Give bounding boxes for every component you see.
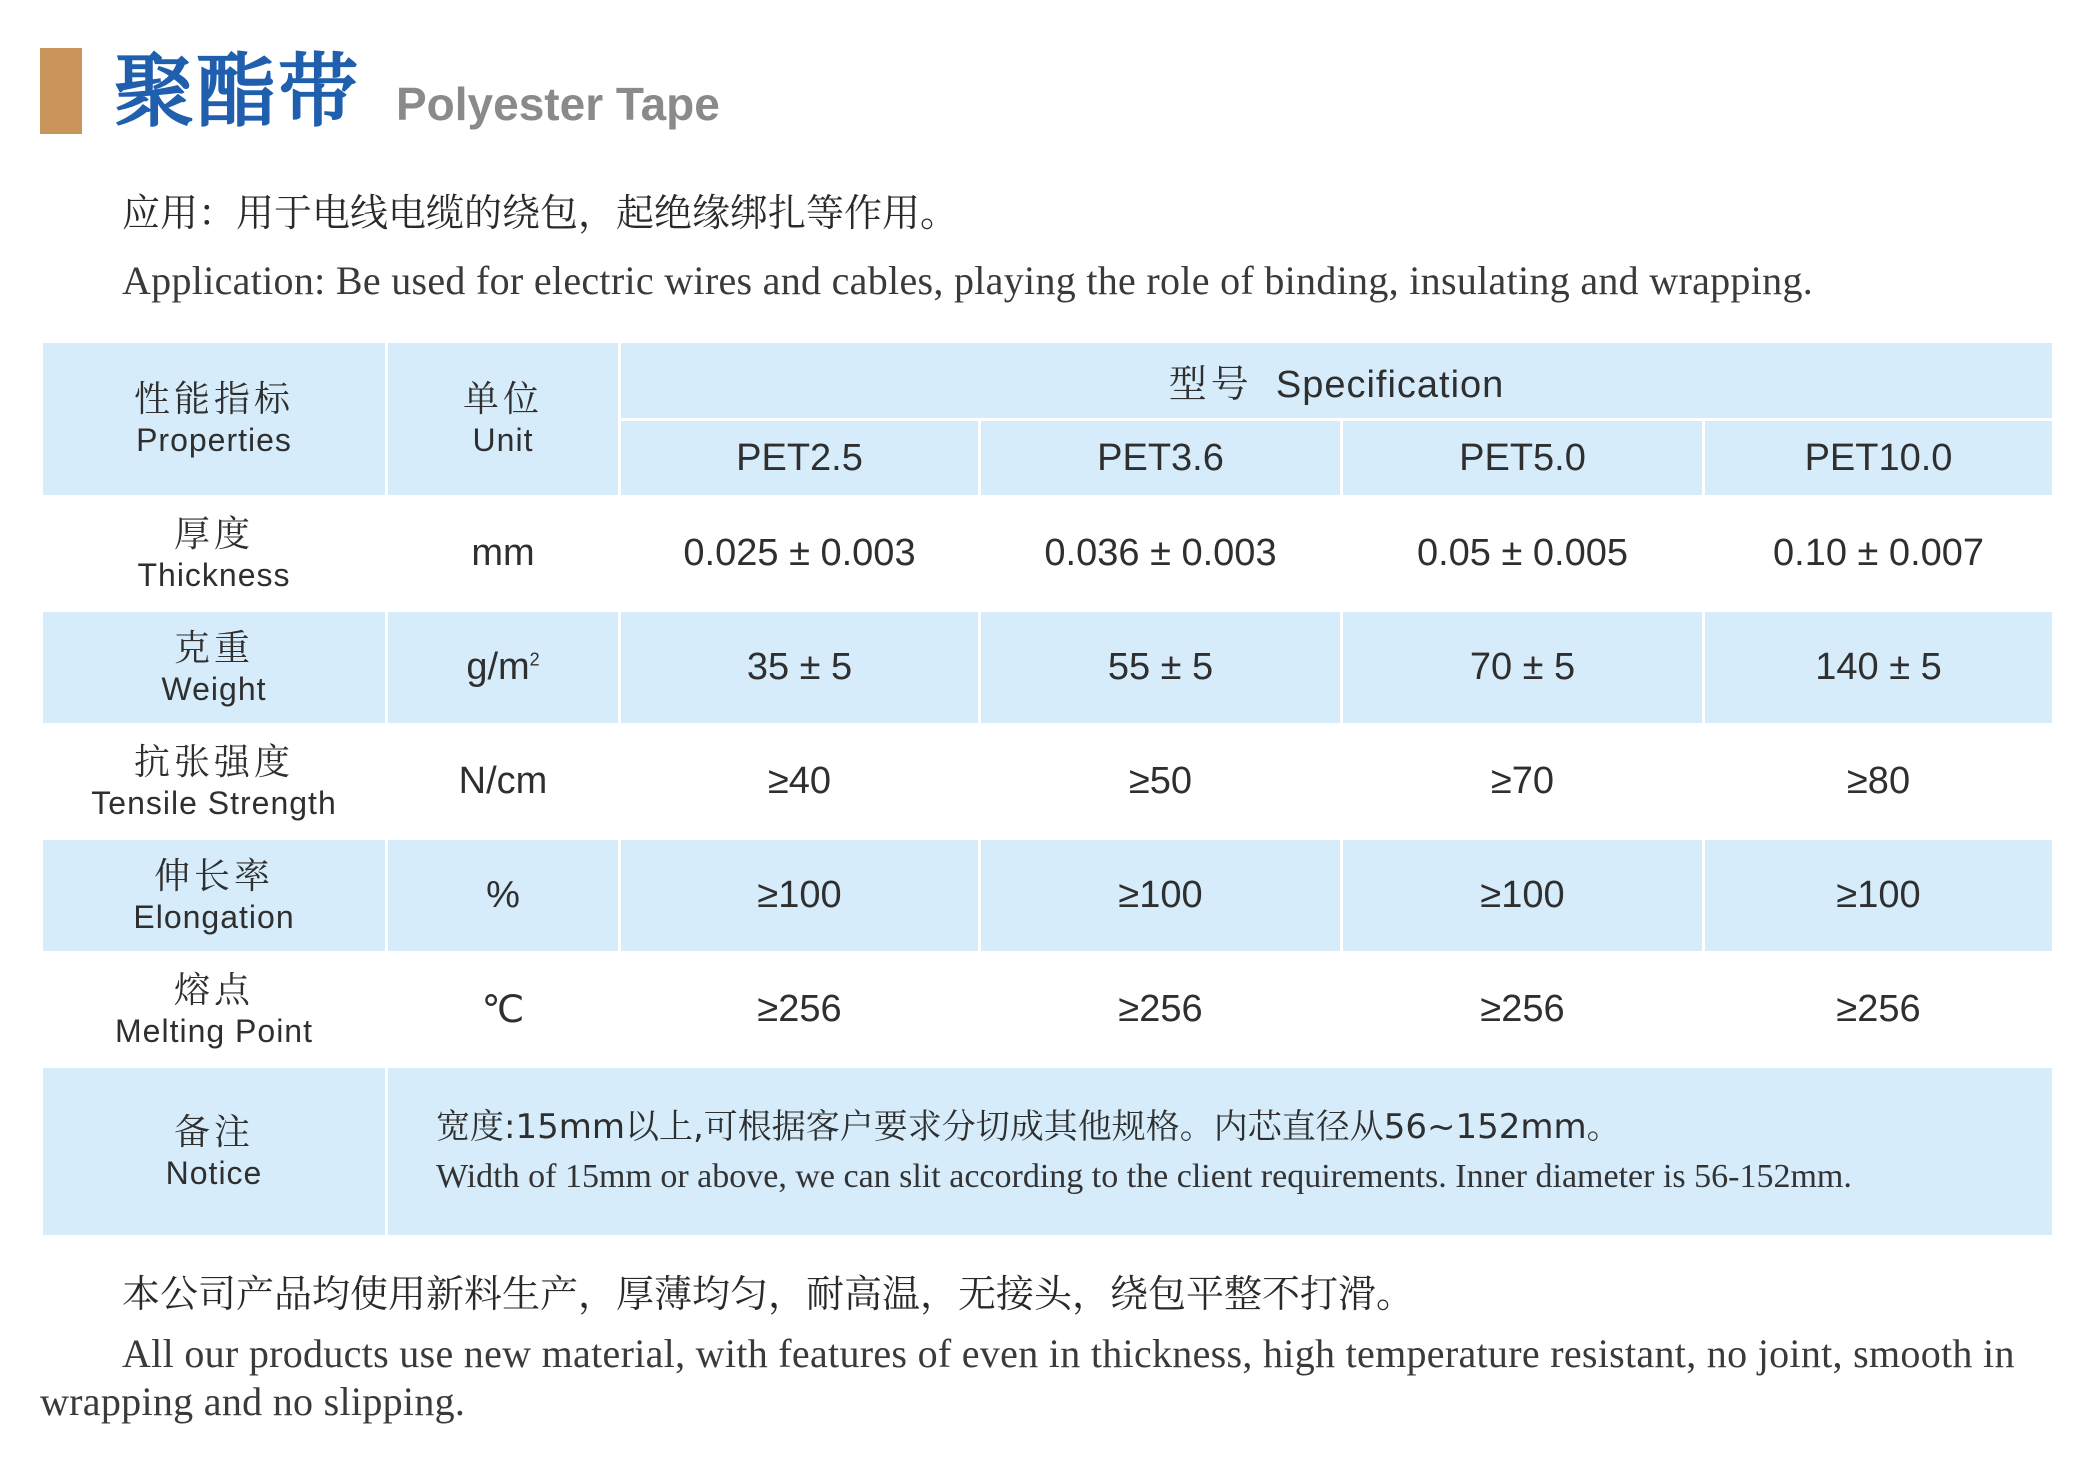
value-cell: ≥256 (1704, 953, 2054, 1067)
value-cell: 0.025 ± 0.003 (620, 497, 980, 611)
value-cell: 0.10 ± 0.007 (1704, 497, 2054, 611)
value-cell: 35 ± 5 (620, 611, 980, 725)
property-en: Weight (161, 670, 267, 707)
value-cell: ≥100 (980, 839, 1342, 953)
header-row-1 (42, 342, 2054, 420)
value-cell: ≥256 (1342, 953, 1704, 1067)
specification-header-cn: 型号 (1168, 362, 1253, 406)
table-row-elongation (42, 839, 2054, 953)
value-cell: ≥100 (1704, 839, 2054, 953)
notice-content (387, 1067, 2054, 1237)
value-cell: ≥100 (1342, 839, 1704, 953)
property-en: Melting Point (115, 1012, 313, 1049)
spec-table (40, 340, 2055, 1238)
specification-header (620, 342, 2054, 420)
model-header: PET5.0 (1342, 420, 1704, 497)
specification-header-en: Specification (1275, 364, 1505, 406)
table-row-thickness (42, 497, 2054, 611)
value-cell: ≥50 (980, 725, 1342, 839)
property-en: Thickness (137, 556, 291, 593)
unit-superscript: 2 (529, 649, 540, 670)
property-en: Elongation (133, 898, 295, 935)
unit-text: g/m (466, 646, 530, 688)
notice-label-cn: 备注 (173, 1111, 254, 1153)
notice-text-en: Width of 15mm or above, we can slit according to the client requirements. Inner diameter is 56-152mm. (436, 1157, 1852, 1195)
table-row-tensile-strength (42, 725, 2054, 839)
unit-cell: % (387, 839, 620, 953)
unit-cell: N/cm (387, 725, 620, 839)
page-title-en: Polyester Tape (396, 78, 720, 130)
footer-cn: 本公司产品均使用新料生产，厚薄均匀，耐高温，无接头，绕包平整不打滑。 (122, 1272, 1415, 1316)
application-cn: 应用：用于电线电缆的绕包，起绝缘绑扎等作用。 (122, 191, 959, 235)
table-row-notice (42, 1067, 2054, 1237)
value-cell: ≥70 (1342, 725, 1704, 839)
value-cell: 70 ± 5 (1342, 611, 1704, 725)
model-header: PET2.5 (620, 420, 980, 497)
property-cn: 抗张强度 (133, 741, 294, 783)
unit-header-en: Unit (472, 422, 534, 458)
value-cell: ≥40 (620, 725, 980, 839)
model-header: PET10.0 (1704, 420, 2054, 497)
value-cell: 0.036 ± 0.003 (980, 497, 1342, 611)
value-cell: ≥100 (620, 839, 980, 953)
footer-en: All our products use new material, with features of even in thickness, high temperature resistant, no joint, smooth in wrapping and no slipping. (40, 1331, 2015, 1424)
notice-label (42, 1067, 387, 1237)
table-row-weight (42, 611, 2054, 725)
notice-label-en: Notice (165, 1154, 263, 1191)
page-title-cn: 聚酯带 (114, 45, 360, 138)
property-en: Tensile Strength (91, 784, 337, 821)
notice-text-cn: 宽度:15mm以上,可根据客户要求分切成其他规格。内芯直径从56~152mm。 (436, 1106, 1621, 1147)
value-cell: ≥256 (980, 953, 1342, 1067)
unit-cell: mm (387, 497, 620, 611)
value-cell: ≥80 (1704, 725, 2054, 839)
unit-header-cn: 单位 (462, 379, 543, 420)
properties-header-en: Properties (136, 422, 292, 458)
properties-header (42, 342, 387, 497)
model-header: PET3.6 (980, 420, 1342, 497)
property-cn: 厚度 (173, 513, 254, 555)
value-cell: 140 ± 5 (1704, 611, 2054, 725)
unit-header (387, 342, 620, 497)
property-cn: 克重 (173, 627, 254, 669)
value-cell: 55 ± 5 (980, 611, 1342, 725)
unit-cell: ℃ (387, 953, 620, 1067)
property-cn: 伸长率 (153, 855, 274, 897)
application-en: Application: Be used for electric wires and cables, playing the role of binding, insulating and wrapping. (122, 258, 1814, 303)
property-cn: 熔点 (173, 969, 254, 1011)
value-cell: 0.05 ± 0.005 (1342, 497, 1704, 611)
title-accent-bar (40, 48, 82, 134)
unit-cell (387, 611, 620, 725)
properties-header-cn: 性能指标 (133, 379, 294, 420)
value-cell: ≥256 (620, 953, 980, 1067)
table-row-melting-point (42, 953, 2054, 1067)
